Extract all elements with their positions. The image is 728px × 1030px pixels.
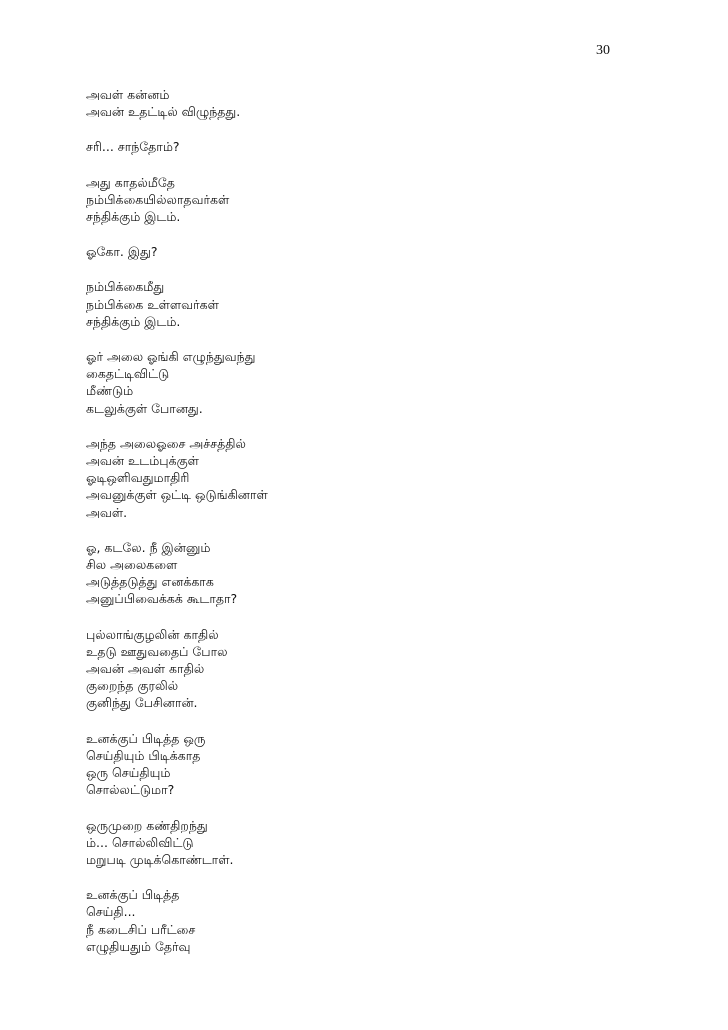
poem-line: செய்தியும் பிடிக்காத: [86, 747, 201, 763]
poem-line: அவனுக்குள் ஒட்டி ஒடுங்கினாள்: [86, 487, 268, 503]
poem-line: அடுத்தடுத்து எனக்காக: [86, 574, 214, 590]
poem-line: மீண்டும்: [86, 383, 134, 399]
poem-line: சந்திக்கும் இடம்.: [86, 313, 181, 329]
poem-line: மறுபடி முடிக்கொண்டாள்.: [86, 851, 234, 867]
poem-line: ஒரு செய்தியும்: [86, 765, 171, 781]
poem-line: குறைந்த குரலில்: [86, 678, 179, 694]
poem-line: ஒருமுறை கண்திறந்து: [86, 817, 208, 833]
poem-line: ஓ, கடலே. நீ இன்னும்: [86, 539, 211, 555]
poem-line: அவள்.: [86, 504, 128, 520]
poem-line: அது காதல்மீதே: [86, 174, 175, 190]
poem-line: சில அலைகளை: [86, 557, 178, 573]
stanza: [86, 278, 646, 330]
poem-line: உனக்குப் பிடித்த ஒரு: [86, 730, 206, 746]
stanza: [86, 348, 646, 417]
poem-line: சந்திக்கும் இடம்.: [86, 209, 181, 225]
stanza: [86, 886, 646, 955]
poem-line: புல்லாங்குழலின் காதில்: [86, 626, 219, 642]
poem-line: உனக்குப் பிடித்த: [86, 887, 180, 903]
stanza: [86, 138, 646, 155]
poem-line: அனுப்பிவைக்கக் கூடாதா?: [86, 591, 238, 607]
stanza: [86, 86, 646, 120]
poem-line: நம்பிக்கை உள்ளவர்கள்: [86, 296, 219, 312]
poem-line: நம்பிக்கையில்லாதவர்கள்: [86, 191, 230, 207]
poem-line: செய்தி...: [86, 904, 136, 920]
poem-line: உதடு ஊதுவதைப் போல: [86, 643, 228, 659]
poem-line: நம்பிக்கைமீது: [86, 279, 165, 295]
poem-line: ஓகோ. இது?: [86, 244, 158, 260]
poem-line: அவன் அவள் காதில்: [86, 661, 205, 677]
stanza: [86, 817, 646, 869]
poem-line: நீ கடைசிப் பரீட்சை: [86, 921, 196, 937]
poem-line: ஓர் அலை ஓங்கி எழுந்துவந்து: [86, 349, 256, 365]
poem-line: அவன் உதட்டில் விழுந்தது.: [86, 104, 241, 120]
poem-line: எழுதியதும் தேர்வு: [86, 938, 191, 954]
stanza: [86, 174, 646, 226]
stanza: [86, 539, 646, 608]
poem-line: சரி... சாந்தோம்?: [86, 139, 180, 155]
poem-line: கைதட்டிவிட்டு: [86, 366, 170, 382]
stanza: [86, 243, 646, 260]
poem-line: குனிந்து பேசினான்.: [86, 695, 198, 711]
poem-line: ம்... சொல்லிவிட்டு: [86, 834, 194, 850]
poem-line: ஓடிஒளிவதுமாதிரி: [86, 470, 190, 486]
stanza: [86, 435, 646, 521]
poem-line: கடலுக்குள் போனது.: [86, 400, 203, 416]
poem-line: அந்த அலைஓசை அச்சத்தில்: [86, 435, 246, 451]
poem-line: சொல்லட்டுமா?: [86, 782, 175, 798]
poem-line: அவள் கன்னம்: [86, 87, 170, 102]
poem-line: அவன் உடம்புக்குள்: [86, 453, 199, 469]
stanza: [86, 626, 646, 712]
stanza: [86, 730, 646, 799]
poem-body: [86, 86, 646, 973]
page-number: 30: [596, 43, 610, 58]
